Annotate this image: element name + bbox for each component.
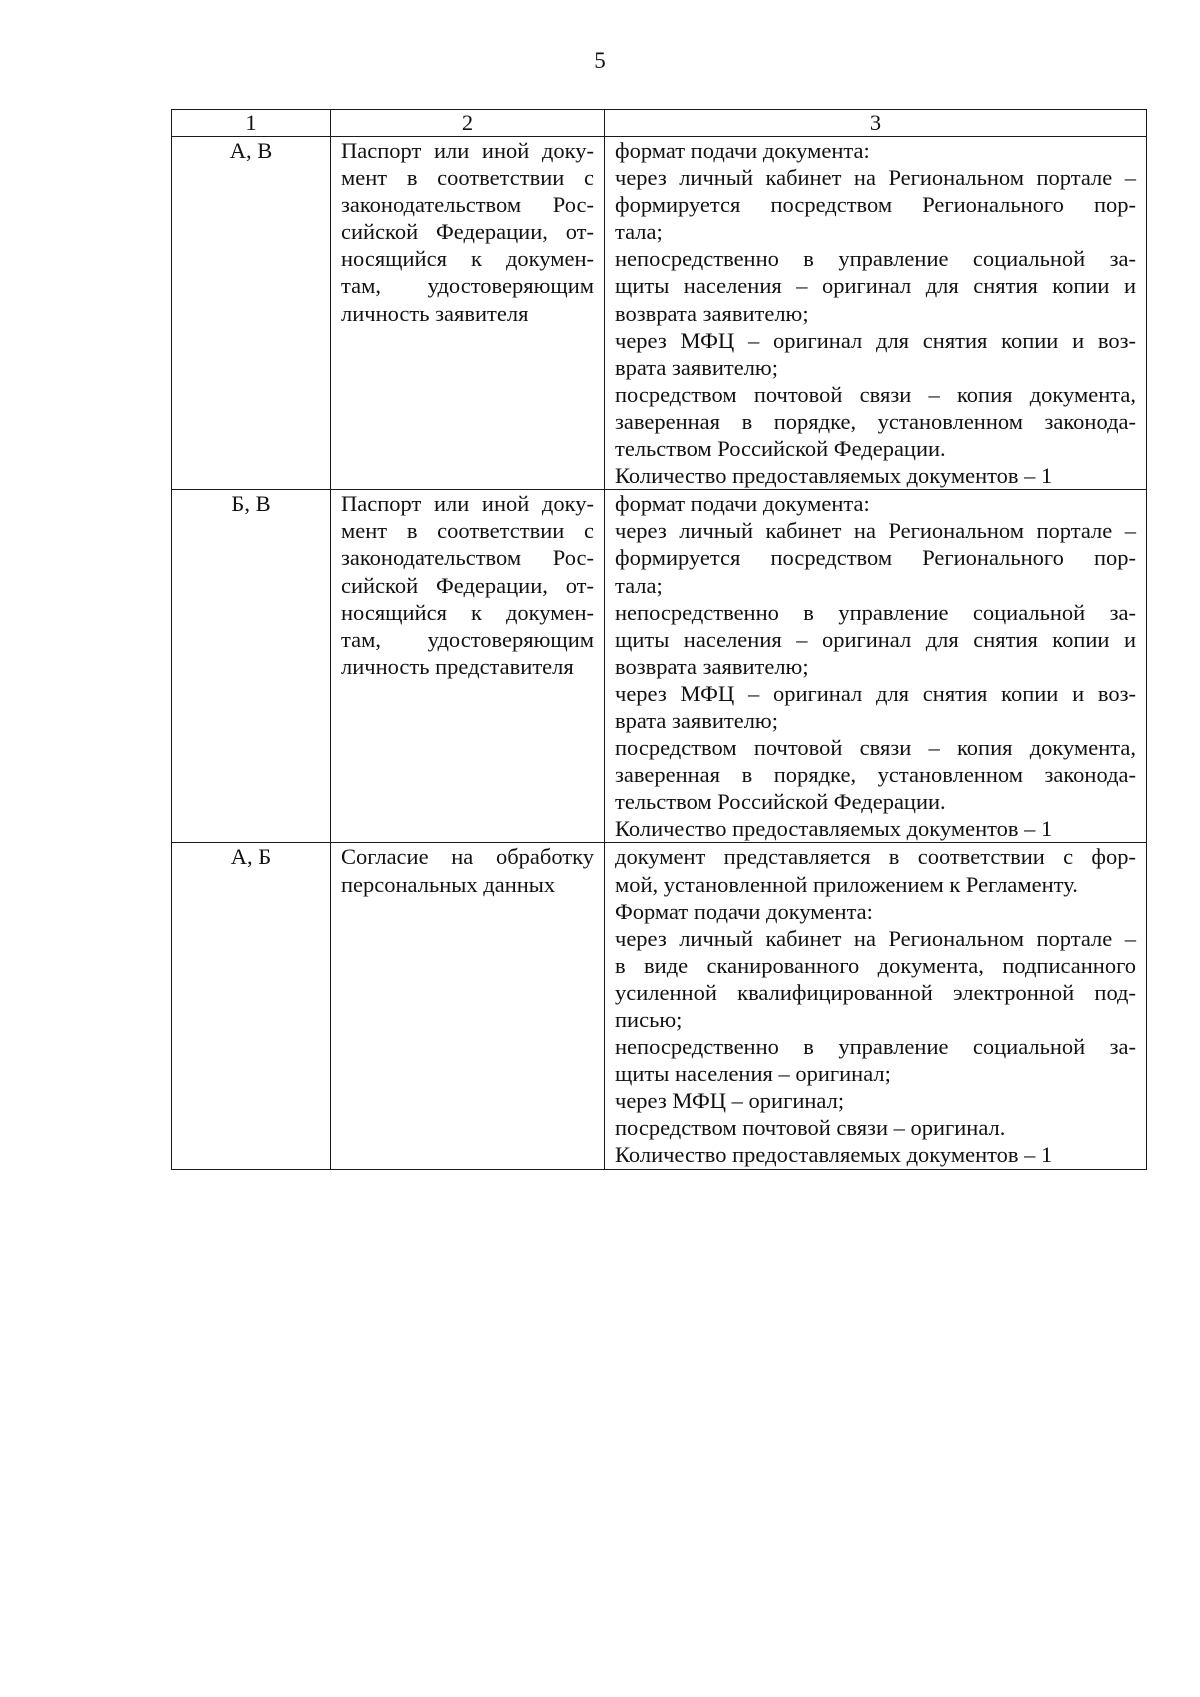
- document-name-cell: [331, 843, 605, 1169]
- submission-format-line: врата заявителю;: [615, 354, 778, 380]
- submission-format-cell: [605, 843, 1147, 1169]
- page-number: 5: [594, 48, 606, 73]
- submission-format-cell: [605, 137, 1147, 490]
- document-name-line: носящийся к докумен-: [341, 246, 594, 272]
- category-cell: Б, В: [172, 490, 331, 843]
- document-name-cell: [331, 490, 605, 843]
- submission-format-line: Формат подачи документа:: [615, 898, 873, 924]
- submission-format-line: мой, установленной приложением к Регламенту.: [615, 871, 1078, 897]
- category-cell: А, В: [172, 137, 331, 490]
- column-header-2: 2: [331, 110, 605, 137]
- submission-format-line: врата заявителю;: [615, 707, 778, 733]
- submission-format-line: щиты населения – оригинал для снятия копии и: [615, 273, 1136, 299]
- document-name-line: законодательством Рос-: [341, 545, 594, 571]
- submission-format-line: через МФЦ – оригинал;: [615, 1088, 845, 1114]
- submission-format-line: через личный кабинет на Региональном портале –: [615, 518, 1136, 544]
- documents-table: [171, 109, 1147, 1170]
- document-name-line: там, удостоверяющим: [341, 626, 594, 652]
- category-cell: А, Б: [172, 843, 331, 1169]
- submission-format-line: документ представляется в соответствии с фор-: [615, 844, 1136, 870]
- submission-format-line: писью;: [615, 1007, 683, 1032]
- submission-format-line: возврата заявителю;: [615, 653, 809, 679]
- submission-format-line: посредством почтовой связи – копия документа,: [615, 381, 1136, 407]
- submission-format-line: посредством почтовой связи – оригинал.: [615, 1115, 1006, 1141]
- submission-format-line: формируется посредством Регионального пор-: [615, 192, 1136, 218]
- submission-format-line: формат подачи документа:: [615, 138, 870, 163]
- submission-format-line: через МФЦ – оригинал для снятия копии и воз-: [615, 680, 1136, 706]
- submission-format-line: заверенная в порядке, установленном законода-: [615, 408, 1136, 434]
- table-row: [172, 490, 1147, 843]
- submission-format-line: тала;: [615, 572, 663, 598]
- submission-format-line: возврата заявителю;: [615, 300, 809, 326]
- table-body: [172, 137, 1147, 1170]
- submission-format-line: непосредственно в управление социальной за-: [615, 246, 1136, 272]
- submission-format-line: усиленной квалифицированной электронной под-: [615, 979, 1136, 1005]
- column-header-1: 1: [172, 110, 331, 137]
- submission-format-line: через личный кабинет на Региональном портале –: [615, 925, 1136, 951]
- submission-format-line: непосредственно в управление социальной за-: [615, 599, 1136, 625]
- submission-format-line: заверенная в порядке, установленном законода-: [615, 762, 1136, 788]
- submission-format-line: Количество предоставляемых документов – 1: [615, 463, 1053, 489]
- submission-format-line: через МФЦ – оригинал для снятия копии и воз-: [615, 327, 1136, 353]
- document-name-line: Паспорт или иной доку-: [341, 491, 594, 517]
- submission-format-line: Количество предоставляемых документов – 1: [615, 1142, 1053, 1168]
- submission-format-line: щиты населения – оригинал для снятия копии и: [615, 626, 1136, 652]
- document-name-line: там, удостоверяющим: [341, 273, 594, 299]
- submission-format-line: в виде сканированного документа, подписанного: [615, 952, 1136, 978]
- document-name-cell: [331, 137, 605, 490]
- table-header-row: [172, 110, 1147, 137]
- document-name-line: мент в соответствии с: [341, 165, 594, 191]
- document-name-line: личность заявителя: [341, 300, 529, 326]
- document-name-line: сийской Федерации, от-: [341, 219, 594, 245]
- document-name-line: законодательством Рос-: [341, 192, 594, 218]
- document-name-line: Паспорт или иной доку-: [341, 138, 594, 163]
- submission-format-line: тельством Российской Федерации.: [615, 436, 946, 462]
- document-name-line: личность представителя: [341, 653, 574, 679]
- submission-format-line: непосредственно в управление социальной за-: [615, 1034, 1136, 1060]
- document-name-line: Согласие на обработку: [341, 844, 594, 870]
- submission-format-line: тала;: [615, 219, 663, 245]
- document-name-line: носящийся к докумен-: [341, 599, 594, 625]
- submission-format-line: Количество предоставляемых документов – 1: [615, 816, 1053, 842]
- submission-format-line: формат подачи документа:: [615, 491, 870, 517]
- submission-format-line: формируется посредством Регионального пор-: [615, 545, 1136, 571]
- table-row: [172, 843, 1147, 1169]
- document-name-line: персональных данных: [341, 871, 556, 897]
- table-row: [172, 137, 1147, 490]
- document-name-line: мент в соответствии с: [341, 518, 594, 544]
- column-header-3: 3: [605, 110, 1147, 137]
- document-name-line: сийской Федерации, от-: [341, 572, 594, 598]
- submission-format-line: через личный кабинет на Региональном портале –: [615, 165, 1136, 191]
- submission-format-line: тельством Российской Федерации.: [615, 789, 946, 815]
- submission-format-line: посредством почтовой связи – копия документа,: [615, 735, 1136, 761]
- submission-format-line: щиты населения – оригинал;: [615, 1061, 891, 1087]
- submission-format-cell: [605, 490, 1147, 843]
